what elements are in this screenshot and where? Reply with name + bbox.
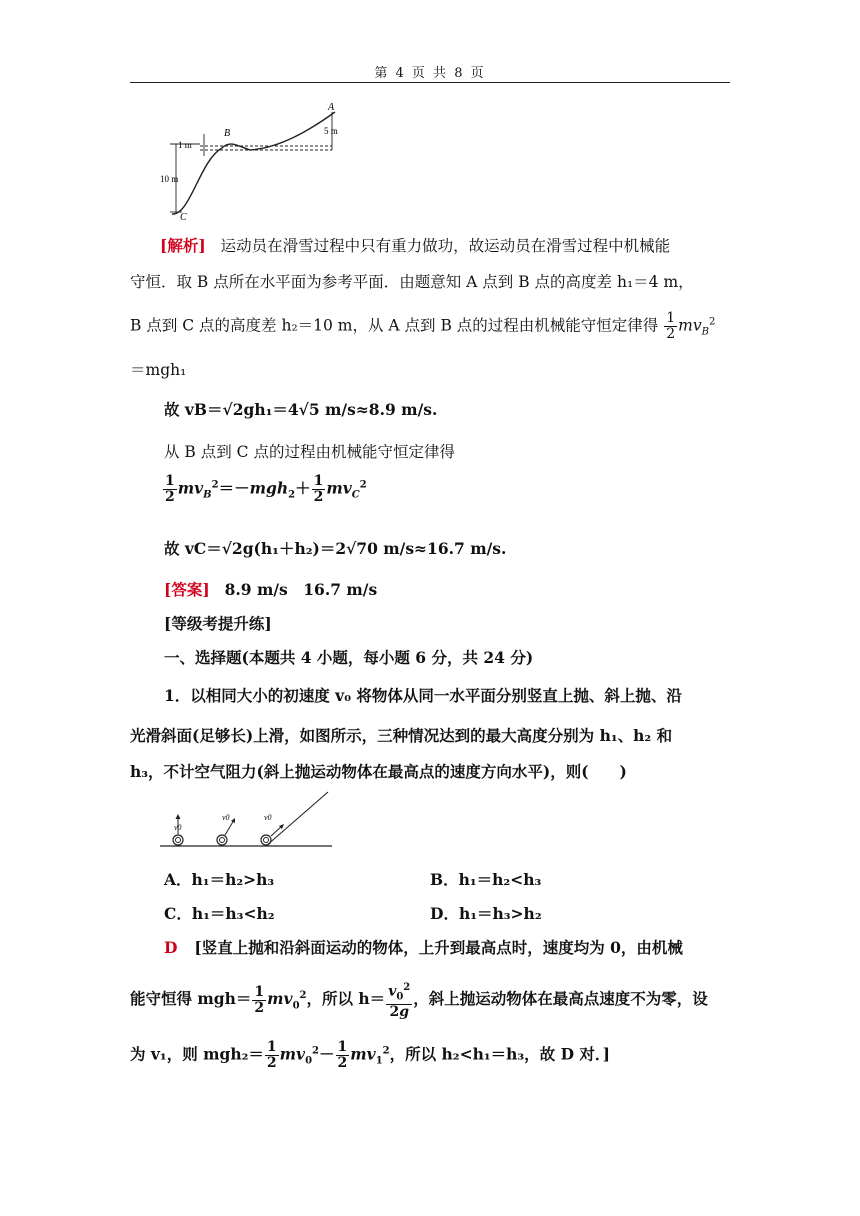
ball-oblique	[217, 835, 227, 845]
label-v0-3: v0	[264, 813, 272, 822]
label-v0-1: v0	[174, 823, 182, 832]
analysis-line-4: ＝mgh₁	[130, 361, 187, 379]
analysis-tag: [解析]	[160, 236, 206, 255]
slope-curve	[172, 112, 335, 214]
analysis-line-7: 故 vC＝√2g(h₁＋h₂)＝2√70 m/s≈16.7 m/s.	[164, 539, 507, 558]
label-1m: 1 m	[178, 140, 192, 150]
launch-figure	[160, 788, 340, 852]
label-A: A	[328, 102, 335, 113]
label-B: B	[224, 128, 231, 139]
solution-line-1: D [竖直上抛和沿斜面运动的物体，上升到最高点时，速度均为 0，由机械	[164, 938, 683, 957]
analysis-line-2: 守恒．取 B 点所在水平面为参考平面．由题意知 A 点到 B 点的高度差 h₁＝4 m，	[130, 273, 694, 291]
label-5m: 5 m	[324, 126, 338, 136]
label-v0-2: v0	[222, 813, 230, 822]
option-B: B．h₁＝h₂<h₃	[430, 870, 542, 889]
label-C: C	[180, 212, 187, 222]
analysis-line-equation: $\frac{1}{2}$ $mv_B^2=-mgh_2+$ $\frac{1}{2}$ $mv_C^2$	[165, 473, 367, 505]
section-subtitle: 一、选择题(本题共 4 小题，每小题 6 分，共 24 分)	[164, 648, 534, 667]
question1-line-1: 1．以相同大小的初速度 v₀ 将物体从同一水平面分别竖直上抛、斜上抛、沿	[164, 686, 682, 705]
answer-tag: [答案]	[164, 580, 210, 599]
arrow-oblique	[225, 820, 234, 835]
slope-figure	[160, 100, 350, 222]
solution-line-3: 为 v₁，则 mgh₂＝ $\frac{1}{2}$ $mv_0^2-$ $\frac{1}{2}$ $mv_1^2$，所以 h₂<h₁＝h₃，故 D 对．]	[130, 1039, 611, 1071]
solution-line-2: 能守恒得 mgh＝ $\frac{1}{2}$ $mv_0^2$，所以 h＝ $\frac{v_0^2}{2g}$ ，斜上抛运动物体在最高点速度不为零，设	[130, 982, 708, 1021]
analysis-line-6: 从 B 点到 C 点的过程由机械能守恒定律得	[164, 443, 455, 461]
section-title: [等级考提升练]	[164, 614, 272, 633]
page-header: 第 4 页 共 8 页	[374, 66, 486, 81]
answer-text: 8.9 m/s 16.7 m/s	[224, 580, 378, 599]
ball-vertical	[173, 835, 183, 845]
analysis-line-5: 故 vB＝√2gh₁＝4√5 m/s≈8.9 m/s.	[164, 400, 438, 419]
question1-line-2: 光滑斜面(足够长)上滑，如图所示，三种情况达到的最大高度分别为 h₁、h₂ 和	[130, 726, 673, 745]
label-10m: 10 m	[160, 174, 179, 184]
arrow-incline	[271, 826, 282, 836]
incline-line	[266, 792, 328, 846]
analysis-line-3: B 点到 C 点的高度差 h₂＝10 m，从 A 点到 B 点的过程由机械能守恒定律得 $\frac{1}{2}$ $mv_B^2$	[130, 310, 716, 342]
option-A: A．h₁＝h₂>h₃	[164, 870, 275, 889]
header-rule	[130, 82, 730, 83]
solution-letter: D	[164, 938, 178, 957]
analysis-line-1: [解析] 运动员在滑雪过程中只有重力做功，故运动员在滑雪过程中机械能	[160, 236, 671, 255]
fraction-half: $\frac{1}{2}$	[666, 310, 676, 342]
question1-line-3: h₃，不计空气阻力(斜上抛运动物体在最高点的速度方向水平)，则( )	[130, 762, 627, 781]
option-D: D．h₁＝h₃>h₂	[430, 904, 542, 923]
answer-line	[164, 578, 764, 600]
option-C: C．h₁＝h₃<h₂	[164, 904, 275, 923]
